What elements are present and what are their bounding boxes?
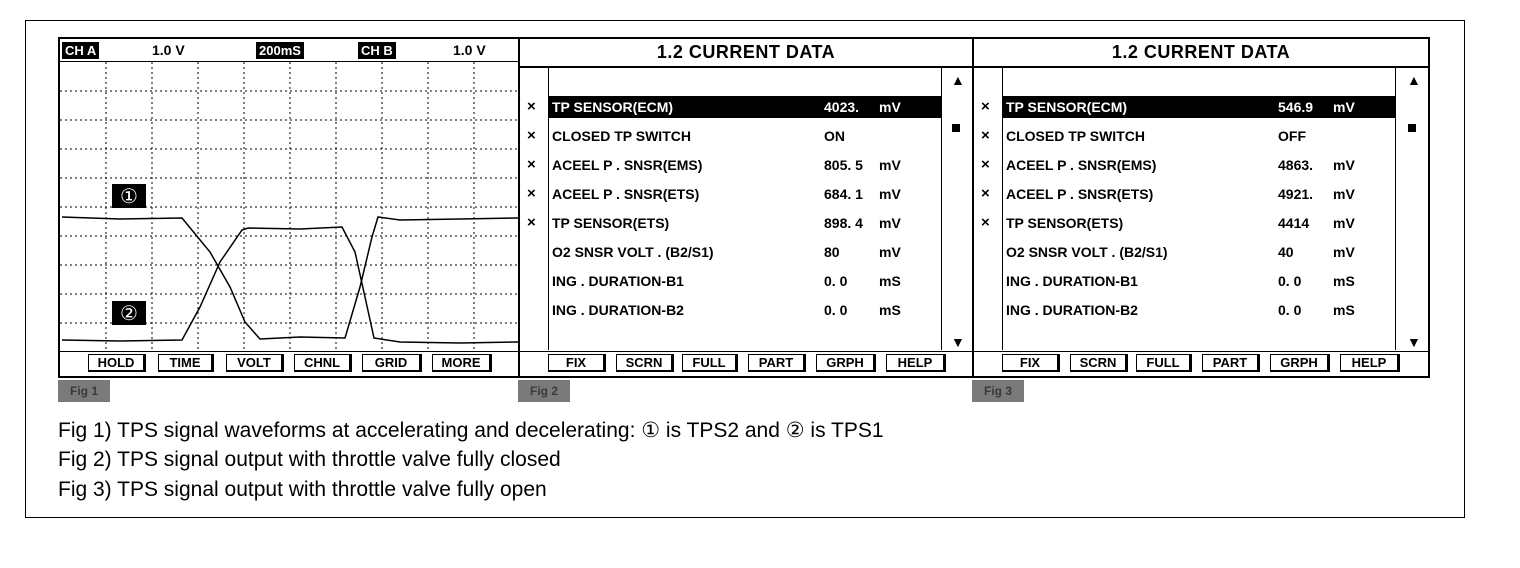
star-marker-icon: × (527, 156, 536, 173)
data-row-value: ON (824, 128, 845, 144)
data-row-unit: mS (1333, 302, 1355, 318)
data-row-unit: mV (1333, 215, 1355, 231)
data-row-value: 0. 0 (824, 273, 848, 289)
channel-a-scale: 1.0 V (152, 42, 185, 58)
data-row-value: 4863. (1278, 157, 1314, 173)
more-button[interactable]: MORE (432, 354, 492, 372)
data-row-name: O2 SNSR VOLT . (B2/S1) (552, 244, 714, 260)
data-row-value: 0. 0 (824, 302, 848, 318)
tps1-waveform (62, 227, 518, 343)
fix-button[interactable]: FIX (548, 354, 606, 372)
star-marker-icon: × (981, 127, 990, 144)
data-row-value: 4023. (824, 99, 860, 115)
data-row[interactable] (1003, 270, 1395, 292)
data-button-bar (974, 351, 1428, 376)
star-marker-icon: × (527, 185, 536, 202)
help-button[interactable]: HELP (1340, 354, 1400, 372)
data-row-value: 684. 1 (824, 186, 863, 202)
scan-tool-panels (58, 37, 1430, 378)
data-row-unit: mS (879, 273, 901, 289)
scope-button-bar (60, 351, 518, 376)
data-list (548, 68, 942, 350)
grid-button[interactable]: GRID (362, 354, 422, 372)
data-row-value: 80 (824, 244, 840, 260)
scope-header (60, 39, 518, 62)
data-row-unit: mV (879, 99, 901, 115)
star-marker-icon: × (527, 98, 536, 115)
data-row-name: ING . DURATION-B1 (1006, 273, 1138, 289)
data-row[interactable] (1003, 154, 1395, 176)
data-row-value: OFF (1278, 128, 1306, 144)
data-row-name: O2 SNSR VOLT . (B2/S1) (1006, 244, 1168, 260)
data-row-name: TP SENSOR(ECM) (1006, 99, 1128, 115)
timebase-label: 200mS (256, 42, 304, 59)
data-row-unit: mV (1333, 186, 1355, 202)
scrn-button[interactable]: SCRN (616, 354, 674, 372)
part-button[interactable]: PART (1202, 354, 1260, 372)
data-row-value: 546.9 (1278, 99, 1314, 115)
data-row-value: 0. 0 (1278, 302, 1302, 318)
data-row-name: ACEEL P . SNSR(EMS) (552, 157, 703, 173)
data-row-value: 0. 0 (1278, 273, 1302, 289)
fix-button[interactable]: FIX (1002, 354, 1060, 372)
time-button[interactable]: TIME (158, 354, 214, 372)
data-row[interactable] (1003, 299, 1395, 321)
data-row-value: 4921. (1278, 186, 1314, 202)
grph-button[interactable]: GRPH (1270, 354, 1330, 372)
caption-fig3: Fig 3) TPS signal output with throttle valve fully open (58, 478, 547, 501)
scroll-up-icon[interactable]: ▲ (1407, 72, 1421, 88)
waveform-display (60, 62, 520, 352)
chnl-button[interactable]: CHNL (294, 354, 352, 372)
data-row-unit: mV (1333, 99, 1355, 115)
channel-b-scale: 1.0 V (453, 42, 486, 58)
hold-button[interactable]: HOLD (88, 354, 146, 372)
current-data-panel-closed (520, 39, 974, 376)
data-row-value: 4414 (1278, 215, 1310, 231)
data-row-name: ACEEL P . SNSR(ETS) (1006, 186, 1154, 202)
data-row[interactable] (549, 270, 941, 292)
data-row-value: 40 (1278, 244, 1294, 260)
data-row-value: 805. 5 (824, 157, 863, 173)
full-button[interactable]: FULL (1136, 354, 1192, 372)
scroll-up-icon[interactable]: ▲ (951, 72, 965, 88)
data-row[interactable] (1003, 96, 1395, 118)
fig2-label: Fig 2 (518, 380, 570, 402)
help-button[interactable]: HELP (886, 354, 946, 372)
data-row[interactable] (549, 299, 941, 321)
data-row[interactable] (1003, 183, 1395, 205)
scroll-thumb[interactable] (952, 124, 960, 132)
fig3-label: Fig 3 (972, 380, 1024, 402)
data-row-name: ING . DURATION-B1 (552, 273, 684, 289)
data-row[interactable] (549, 212, 941, 234)
data-row-unit: mV (879, 215, 901, 231)
data-row-name: TP SENSOR(ETS) (1006, 215, 1124, 231)
caption-fig1: Fig 1) TPS signal waveforms at accelerating and decelerating: ① is TPS2 and ② is TPS1 (58, 419, 884, 442)
oscilloscope-panel (60, 39, 520, 376)
channel-b-label: CH B (358, 42, 396, 59)
marker-2: ② (120, 303, 138, 325)
data-row-name: ACEEL P . SNSR(ETS) (552, 186, 700, 202)
current-data-panel-open (974, 39, 1428, 376)
panel-title: 1.2 CURRENT DATA (974, 39, 1428, 68)
star-marker-icon: × (527, 127, 536, 144)
part-button[interactable]: PART (748, 354, 806, 372)
full-button[interactable]: FULL (682, 354, 738, 372)
channel-a-label: CH A (62, 42, 99, 59)
scrn-button[interactable]: SCRN (1070, 354, 1128, 372)
scrollbar[interactable] (942, 68, 972, 350)
data-row[interactable] (549, 241, 941, 263)
data-row-name: TP SENSOR(ETS) (552, 215, 670, 231)
data-row[interactable] (549, 183, 941, 205)
data-row-unit: mV (879, 244, 901, 260)
data-row-value: 898. 4 (824, 215, 863, 231)
data-row-name: ING . DURATION-B2 (552, 302, 684, 318)
scrollbar[interactable] (1398, 68, 1428, 350)
data-row[interactable] (1003, 125, 1395, 147)
star-marker-icon: × (981, 156, 990, 173)
data-row[interactable] (549, 125, 941, 147)
data-row-unit: mV (879, 186, 901, 202)
data-row[interactable] (1003, 212, 1395, 234)
marker-1: ① (120, 186, 138, 208)
data-row-name: ING . DURATION-B2 (1006, 302, 1138, 318)
scroll-down-icon[interactable]: ▼ (951, 334, 965, 350)
data-row-unit: mS (879, 302, 901, 318)
data-row-unit: mV (879, 157, 901, 173)
data-row[interactable] (549, 96, 941, 118)
data-row-name: TP SENSOR(ECM) (552, 99, 674, 115)
star-marker-icon: × (981, 98, 990, 115)
fig1-label: Fig 1 (58, 380, 110, 402)
data-row-unit: mV (1333, 157, 1355, 173)
caption-fig2: Fig 2) TPS signal output with throttle valve fully closed (58, 448, 561, 471)
data-list (1002, 68, 1396, 350)
data-row-name: CLOSED TP SWITCH (552, 128, 691, 144)
data-row-name: ACEEL P . SNSR(EMS) (1006, 157, 1157, 173)
data-button-bar (520, 351, 972, 376)
data-row-unit: mV (1333, 244, 1355, 260)
grph-button[interactable]: GRPH (816, 354, 876, 372)
star-marker-icon: × (981, 214, 990, 231)
data-row[interactable] (1003, 241, 1395, 263)
star-marker-icon: × (981, 185, 990, 202)
scroll-thumb[interactable] (1408, 124, 1416, 132)
data-row[interactable] (549, 154, 941, 176)
data-row-unit: mS (1333, 273, 1355, 289)
panel-title: 1.2 CURRENT DATA (520, 39, 972, 68)
data-row-name: CLOSED TP SWITCH (1006, 128, 1145, 144)
scroll-down-icon[interactable]: ▼ (1407, 334, 1421, 350)
star-marker-icon: × (527, 214, 536, 231)
volt-button[interactable]: VOLT (226, 354, 284, 372)
